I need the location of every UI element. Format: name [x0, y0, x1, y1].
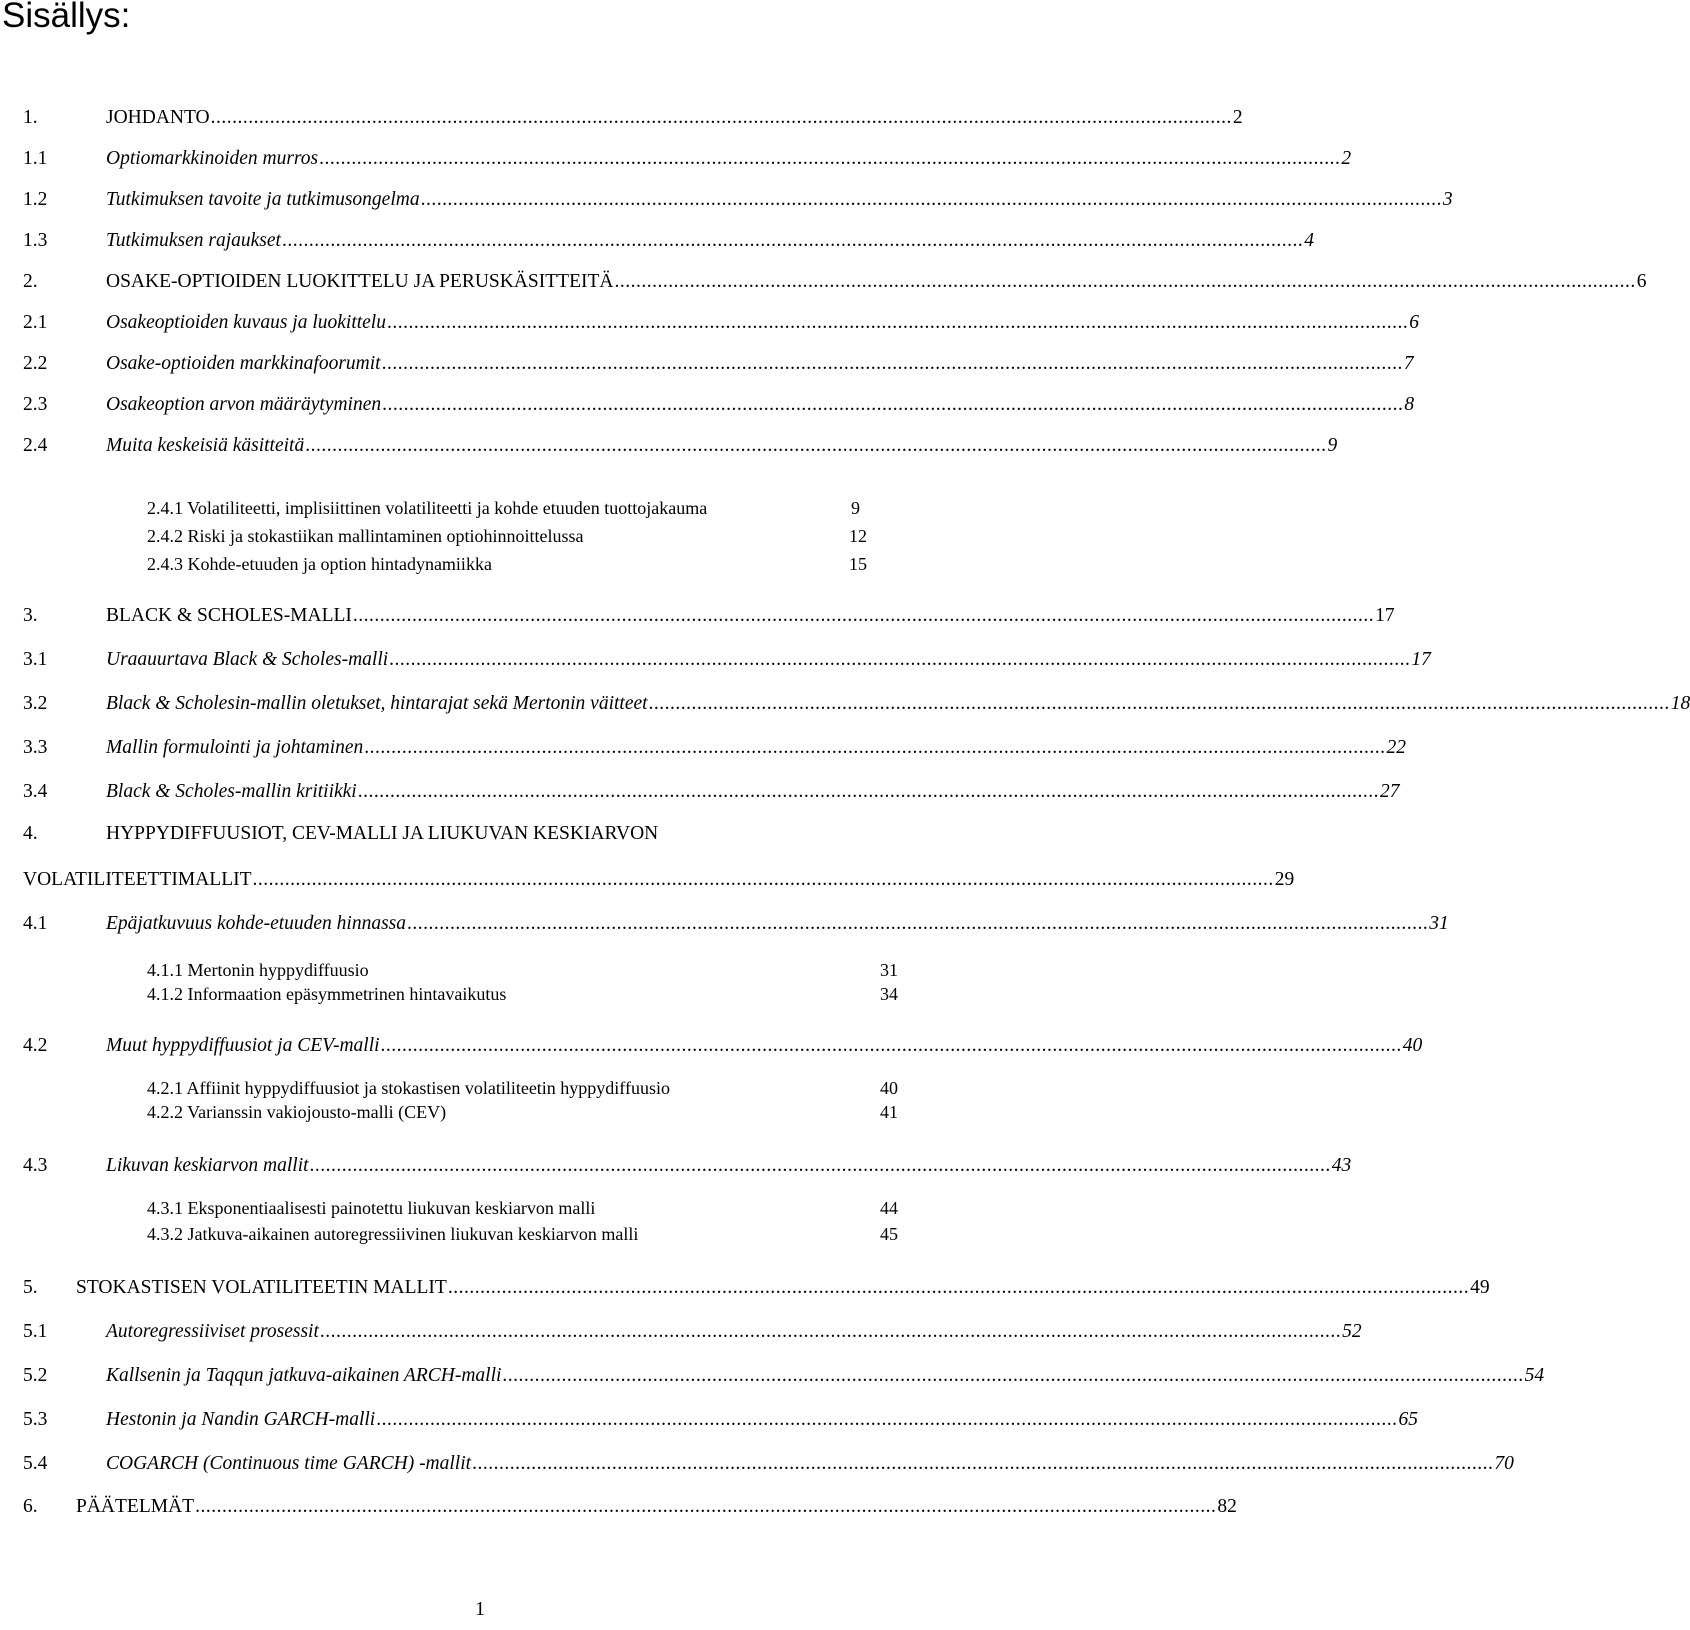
entry-page: 45 — [880, 1224, 898, 1244]
entry-page: 27 — [1379, 781, 1400, 802]
entry-label: Black & Scholesin-mallin oletukset, hintarajat sekä Mertonin väitteet — [106, 693, 648, 714]
entry-label: 4.1.1 Mertonin hyppydiffuusio — [147, 960, 369, 980]
entry-number: 3.3 — [23, 737, 48, 758]
entry-label: COGARCH (Continuous time GARCH) -mallit — [106, 1453, 472, 1474]
entry-label: Muut hyppydiffuusiot ja CEV-malli — [106, 1035, 380, 1056]
toc-entry[interactable] — [23, 266, 1647, 298]
entry-page: 82 — [1217, 1496, 1237, 1517]
entry-page: 18 — [1670, 693, 1690, 714]
entry-label: Muita keskeisiä käsitteitä — [106, 435, 305, 456]
entry-number: 2.2 — [23, 353, 48, 374]
toc-heading: Sisällys: — [2, 0, 131, 35]
toc-entry[interactable] — [23, 776, 1400, 808]
entry-number: 5.1 — [23, 1321, 48, 1342]
entry-number: 1.3 — [23, 230, 48, 251]
entry-label: Tutkimuksen rajaukset — [106, 230, 281, 251]
entry-number: 6. — [23, 1496, 38, 1517]
leader-dots: .............................................................................................................................................................................................. — [357, 781, 1379, 802]
toc-entry[interactable] — [23, 1030, 1423, 1062]
toc-subentry[interactable] — [147, 1098, 907, 1130]
toc-entry[interactable] — [23, 225, 1314, 257]
leader-dots: .............................................................................................................................................................................................. — [380, 1035, 1402, 1056]
entry-page: 4 — [1304, 230, 1314, 251]
entry-label: 2.4.3 Kohde-etuuden ja option hintadynamiikka — [147, 554, 492, 574]
entry-page: 9 — [1327, 435, 1338, 456]
entry-label: Osake-optioiden markkinafoorumit — [106, 353, 381, 374]
toc-entry[interactable] — [23, 1272, 1490, 1304]
leader-dots: .............................................................................................................................................................................................. — [614, 271, 1636, 292]
entry-number: 4.2 — [23, 1035, 48, 1056]
entry-label: PÄÄTELMÄT — [76, 1496, 195, 1517]
entry-page: 17 — [1375, 605, 1395, 626]
entry-label: 2.4.2 Riski ja stokastiikan mallintaminen optiohinnoittelussa — [147, 526, 584, 546]
toc-entry[interactable] — [23, 102, 1243, 134]
entry-page: 31 — [1429, 913, 1449, 934]
entry-label: Likuvan keskiarvon mallit — [106, 1155, 309, 1176]
entry-number: 5.2 — [23, 1365, 48, 1386]
leader-dots: .............................................................................................................................................................................................. — [210, 107, 1232, 128]
entry-page: 49 — [1470, 1277, 1490, 1298]
entry-label: Osakeoptioiden kuvaus ja luokittelu — [106, 312, 386, 333]
entry-label: HYPPYDIFFUUSIOT, CEV-MALLI JA LIUKUVAN KESKIARVON — [106, 823, 659, 844]
entry-label: 2.4.1 Volatiliteetti, implisiittinen volatiliteetti ja kohde etuuden tuottojakauma — [147, 498, 708, 518]
entry-page: 6 — [1636, 271, 1647, 292]
toc-entry[interactable] — [23, 818, 923, 850]
toc-entry[interactable] — [23, 1360, 1545, 1392]
toc-subentry[interactable] — [147, 550, 907, 582]
leader-dots: .............................................................................................................................................................................................. — [305, 435, 1327, 456]
entry-number: 2. — [23, 271, 38, 292]
toc-entry[interactable] — [23, 600, 1395, 632]
entry-label: Autoregressiiviset prosessit — [106, 1321, 319, 1342]
entry-label: JOHDANTO — [106, 107, 210, 128]
entry-label: VOLATILITEETTIMALLIT — [23, 869, 252, 890]
entry-number: 3.2 — [23, 693, 48, 714]
entry-number: 2.1 — [23, 312, 48, 333]
entry-number: 4.1 — [23, 913, 48, 934]
toc-entry[interactable] — [23, 430, 1338, 462]
entry-page: 8 — [1404, 394, 1415, 415]
toc-entry[interactable] — [23, 143, 1352, 175]
entry-label: Epäjatkuvuus kohde-etuuden hinnassa — [106, 913, 407, 934]
entry-number: 5. — [23, 1277, 38, 1298]
entry-label: 4.1.2 Informaation epäsymmetrinen hintavaikutus — [147, 984, 507, 1004]
entry-number: 1.2 — [23, 189, 48, 210]
entry-page: 65 — [1398, 1409, 1418, 1430]
entry-page: 15 — [849, 554, 867, 574]
entry-page: 2 — [1232, 107, 1243, 128]
leader-dots: .............................................................................................................................................................................................. — [420, 189, 1442, 210]
entry-page: 40 — [1402, 1035, 1423, 1056]
entry-number: 4. — [23, 823, 38, 844]
entry-page: 12 — [849, 526, 867, 546]
entry-page: 17 — [1411, 649, 1431, 670]
entry-number: 5.3 — [23, 1409, 48, 1430]
toc-entry[interactable] — [23, 1316, 1362, 1348]
leader-dots: .............................................................................................................................................................................................. — [381, 353, 1403, 374]
entry-label: OSAKE-OPTIOIDEN LUOKITTELU JA PERUSKÄSITTEITÄ — [106, 271, 614, 292]
toc-entry[interactable] — [23, 348, 1414, 380]
entry-label: 4.2.1 Affiinit hyppydiffuusiot ja stokastisen volatiliteetin hyppydiffuusio — [147, 1078, 670, 1098]
entry-number: 3.4 — [23, 781, 48, 802]
entry-page: 34 — [880, 984, 898, 1004]
entry-label: Uraauurtava Black & Scholes-malli — [106, 649, 389, 670]
entry-label: 4.3.1 Eksponentiaalisesti painotettu liukuvan keskiarvon malli — [147, 1198, 596, 1218]
entry-page: 9 — [851, 498, 860, 518]
entry-label: Osakeoption arvon määräytyminen — [106, 394, 382, 415]
leader-dots: .............................................................................................................................................................................................. — [382, 394, 1404, 415]
entry-page: 43 — [1331, 1155, 1352, 1176]
leader-dots: .............................................................................................................................................................................................. — [364, 737, 1386, 758]
entry-label: 4.2.2 Varianssin vakiojousto-malli (CEV) — [147, 1102, 447, 1122]
entry-label: Tutkimuksen tavoite ja tutkimusongelma — [106, 189, 420, 210]
toc-subentry[interactable] — [147, 980, 907, 1012]
entry-page: 2 — [1341, 148, 1352, 169]
toc-entry[interactable] — [23, 389, 1415, 421]
leader-dots: .............................................................................................................................................................................................. — [447, 1277, 1470, 1298]
entry-number: 4.3 — [23, 1155, 48, 1176]
entry-number: 1. — [23, 107, 38, 128]
entry-label: Optiomarkkinoiden murros — [106, 148, 319, 169]
entry-label: BLACK & SCHOLES-MALLI — [106, 605, 352, 626]
entry-label: Mallin formulointi ja johtaminen — [106, 737, 364, 758]
entry-page: 40 — [880, 1078, 898, 1098]
leader-dots: .............................................................................................................................................................................................. — [281, 230, 1304, 251]
entry-page: 54 — [1524, 1365, 1545, 1386]
leader-dots: .............................................................................................................................................................................................. — [472, 1453, 1494, 1474]
entry-number: 3.1 — [23, 649, 48, 670]
entry-label: Kallsenin ja Taqqun jatkuva-aikainen ARCH-malli — [106, 1365, 502, 1386]
toc-entry[interactable] — [23, 307, 1419, 339]
entry-page: 29 — [1274, 869, 1295, 890]
entry-number: 3. — [23, 605, 38, 626]
toc-entry[interactable] — [23, 1448, 1514, 1480]
leader-dots: .............................................................................................................................................................................................. — [502, 1365, 1524, 1386]
leader-dots: .............................................................................................................................................................................................. — [252, 869, 1274, 890]
entry-number: 2.3 — [23, 394, 48, 415]
entry-page: 41 — [880, 1102, 898, 1122]
leader-dots: .............................................................................................................................................................................................. — [407, 913, 1429, 934]
toc-entry[interactable] — [23, 644, 1431, 676]
leader-dots: .............................................................................................................................................................................................. — [376, 1409, 1398, 1430]
entry-label: STOKASTISEN VOLATILITEETIN MALLIT — [76, 1277, 447, 1298]
toc-entry[interactable] — [23, 184, 1453, 216]
entry-page: 31 — [880, 960, 898, 980]
entry-page: 70 — [1494, 1453, 1514, 1474]
entry-page: 3 — [1442, 189, 1453, 210]
leader-dots: .............................................................................................................................................................................................. — [389, 649, 1411, 670]
entry-page: 7 — [1403, 353, 1414, 374]
entry-page: 52 — [1342, 1321, 1362, 1342]
toc-entry[interactable] — [23, 1404, 1418, 1436]
toc-entry[interactable] — [23, 1491, 1237, 1523]
entry-number: 5.4 — [23, 1453, 48, 1474]
toc-entry-continued[interactable] — [23, 864, 1295, 896]
leader-dots: .............................................................................................................................................................................................. — [648, 693, 1670, 714]
toc-entry[interactable] — [23, 908, 1449, 940]
entry-page: 44 — [880, 1198, 898, 1218]
entry-page: 6 — [1409, 312, 1419, 333]
leader-dots: .............................................................................................................................................................................................. — [319, 1321, 1342, 1342]
toc-entry[interactable] — [23, 732, 1407, 764]
toc-subentry[interactable] — [147, 1220, 907, 1252]
page-number: 1 — [475, 1598, 485, 1620]
entry-label: 4.3.2 Jatkuva-aikainen autoregressiivinen liukuvan keskiarvon malli — [147, 1224, 639, 1244]
leader-dots: .............................................................................................................................................................................................. — [195, 1496, 1217, 1517]
toc-entry[interactable] — [23, 688, 1690, 720]
leader-dots: .............................................................................................................................................................................................. — [386, 312, 1409, 333]
entry-label: Black & Scholes-mallin kritiikki — [106, 781, 357, 802]
toc-entry[interactable] — [23, 1150, 1352, 1182]
leader-dots: .............................................................................................................................................................................................. — [309, 1155, 1331, 1176]
entry-number: 1.1 — [23, 148, 48, 169]
entry-label: Hestonin ja Nandin GARCH-malli — [106, 1409, 376, 1430]
leader-dots: .............................................................................................................................................................................................. — [319, 148, 1341, 169]
entry-page: 22 — [1386, 737, 1407, 758]
leader-dots: .............................................................................................................................................................................................. — [352, 605, 1375, 626]
entry-number: 2.4 — [23, 435, 48, 456]
